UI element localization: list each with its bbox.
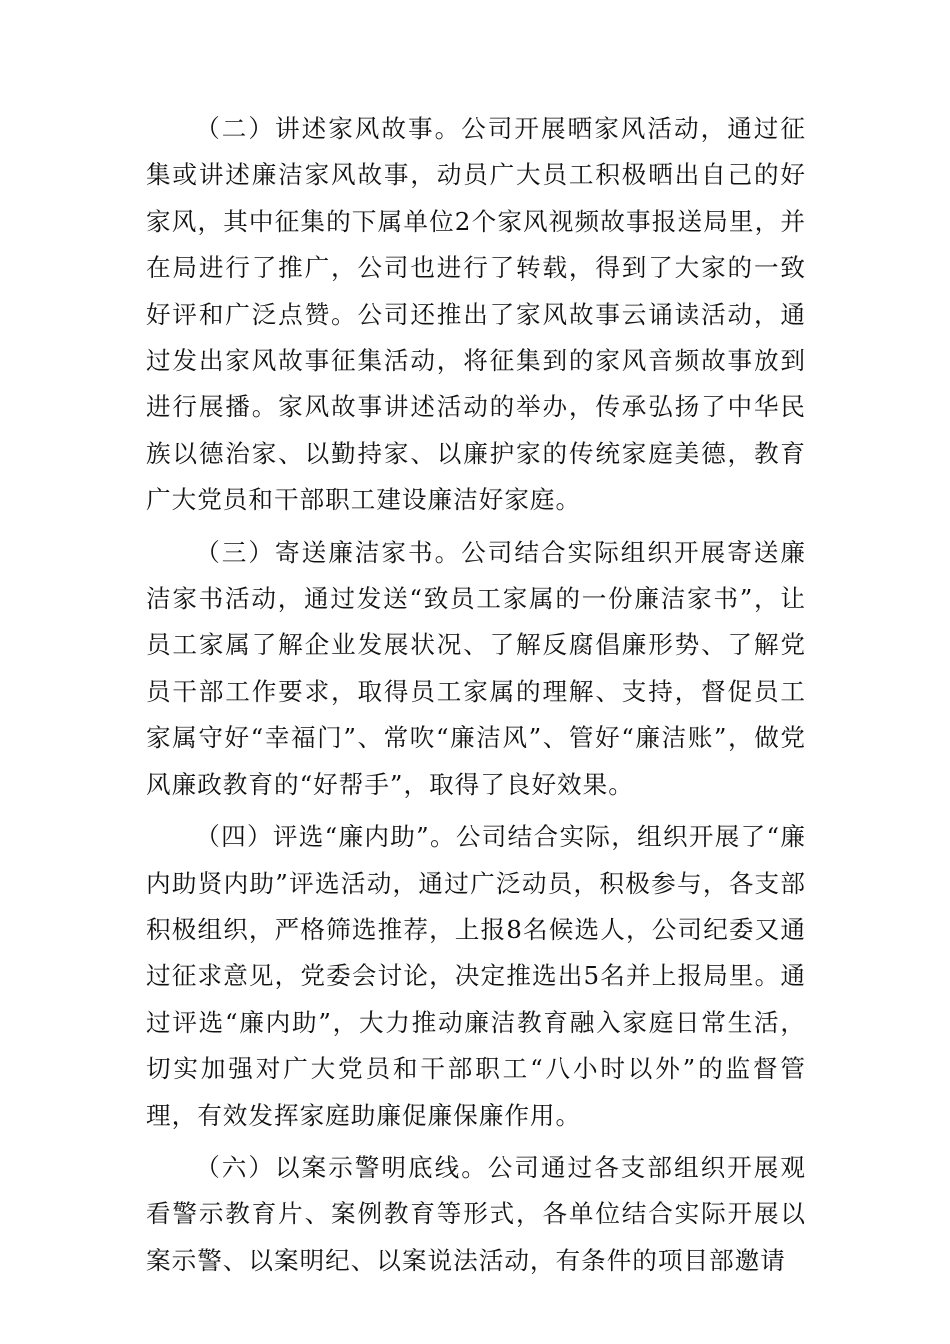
paragraph-integrity-spouse-selection: （四）评选“廉内助”。公司结合实际，组织开展了“廉内助贤内助”评选活动，通过广泛动员，积极参与，各支部积极组织，严格筛选推荐，上报8名候选人，公司纪委又通过征求意见，党委会讨论，决定推选出5名并上报局里。通过评选“廉内助”，大力推动廉洁教育融入家庭日常生活，切实加强对广大党员和干部职工“八小时以外”的监督管理，有效发挥家庭助廉促廉保廉作用。	[146, 822, 806, 1130]
document-body	[146, 106, 806, 1290]
paragraph-family-stories: （二）讲述家风故事。公司开展晒家风活动，通过征集或讲述廉洁家风故事，动员广大员工积极晒出自己的好家风，其中征集的下属单位2个家风视频故事报送局里，并在局进行了推广，公司也进行了转载，得到了大家的一致好评和广泛点赞。公司还推出了家风故事云诵读活动，通过发出家风故事征集活动，将征集到的家风音频故事放到进行展播。家风故事讲述活动的举办，传承弘扬了中华民族以德治家、以勤持家、以廉护家的传统家庭美德，教育广大党员和干部职工建设廉洁好家庭。	[146, 114, 806, 515]
paragraph-case-warning: （六）以案示警明底线。公司通过各支部组织开展观看警示教育片、案例教育等形式，各单位结合实际开展以案示警、以案明纪、以案说法活动，有条件的项目部邀请	[146, 1152, 806, 1275]
paragraph-integrity-letters: （三）寄送廉洁家书。公司结合实际组织开展寄送廉洁家书活动，通过发送“致员工家属的一份廉洁家书”，让员工家属了解企业发展状况、了解反腐倡廉形势、了解党员干部工作要求，取得员工家属的理解、支持，督促员工家属守好“幸福门”、常吹“廉洁风”、管好“廉洁账”，做党风廉政教育的“好帮手”，取得了良好效果。	[146, 537, 806, 799]
